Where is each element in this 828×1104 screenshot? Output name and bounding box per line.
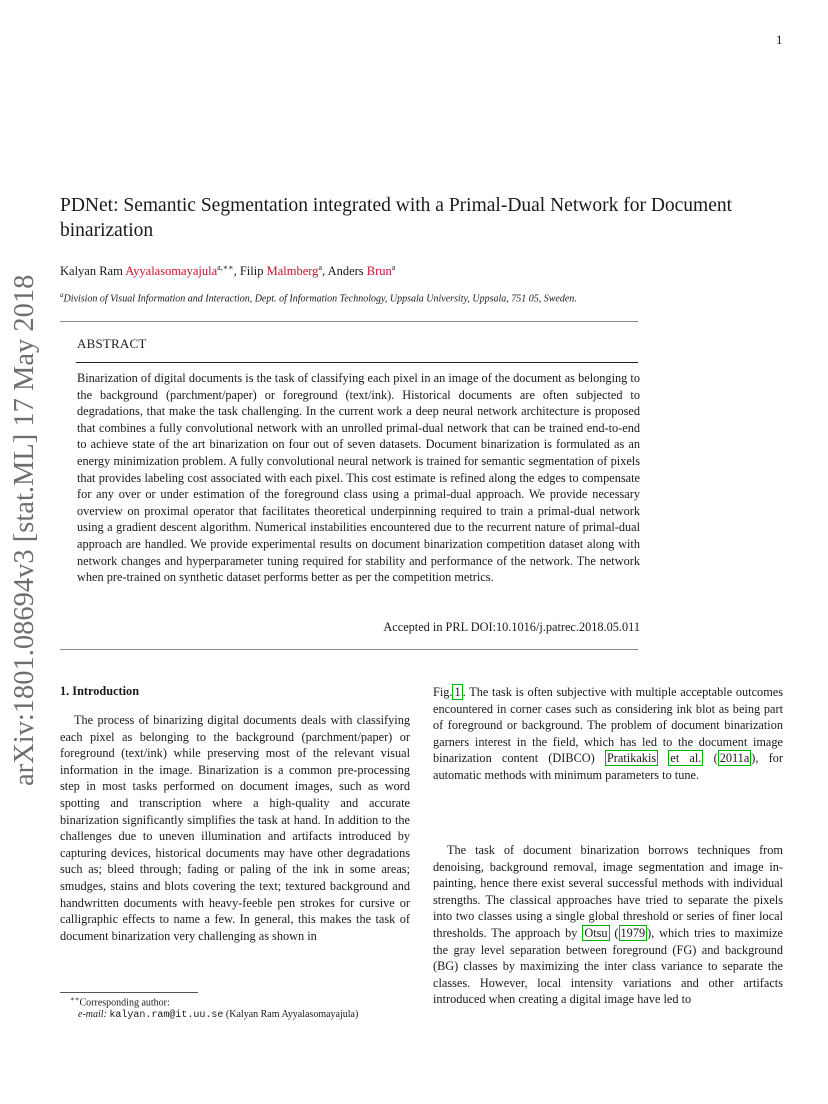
citation-link[interactable]: Pratikakis [606,751,657,766]
author-link[interactable]: Malmberg [266,264,319,279]
author-link[interactable]: Ayyalasomayajula [125,264,218,279]
author-list [60,263,395,279]
intro-paragraph: The process of binarizing digital documents deals with classifying each pixel as belonging to the background (parchment/paper) or foreground (text/ink) while preserving most of the relevant visual information in the image. Binarization is a common pre-processing step in most tasks performed on document images, such as word spotting and transcription where a high-quality and accurate binarization significantly simplifies the task at hand. In addition to the challenges due to uneven illumination and artifacts introduced by capturing devices, historical documents may have other degradations such as; bleed through; fading or paling of the ink in some areas; smudges, stains and blots covering the text; textured background and handwritten documents with heavy-feeble pen strokes for cursive or calligraphic effects to name a few. In general, this makes the task of document binarization very challenging as shown in [60,713,410,943]
divider [76,362,638,363]
intro-paragraph: The task of document binarization borrows techniques from denoising, background removal, image segmentation and image in-painting, hence there exist several successful methods with individual strengths. The classical approaches have tried to separate the pixels into two classes using a single global threshold or series of finer local thresholds. The approach by Otsu ( 1979 ), which tries to maximize the gray level separation between foreground (FG) and background (BG) classes by maximizing the inter class variance to separate the classes. However, local intensity variations and other artifacts introduced when creating a digital image have led to [433,843,784,1007]
divider [60,649,638,650]
citation-link[interactable]: 1979 [620,925,646,940]
intro-paragraph: Fig. 1 . The task is often subjective with multiple acceptable outcomes encountered in corner cases such as considering ink blot as being part of foreground or background. The problem of document binarization garners interest in the field, which has led to the document image binarization content (DIBCO) Pratikakis et al. ( 2011a ), for automatic methods with minimum parameters to tune. [433,685,783,782]
figure-reference-link[interactable]: 1 [454,685,461,699]
author-2: Filip Malmberg$^a$, [239,263,328,279]
section-heading: 1. Introduction [60,684,140,698]
citation-link[interactable]: Otsu [584,925,608,940]
footnote-email: e-mail: kalyan.ram@it.uu.se (Kalyan Ram Ayyalasomayajula) [78,1009,359,1021]
footnote-rule [60,992,198,993]
abstract-body: Binarization of digital documents is the task of classifying each pixel in an image of the document as belonging to the background (parchment/paper) or foreground (text/ink). Historical documents are often subjected to degradations, that make the task challenging. In the current work a deep neural network architecture is proposed that combines a fully convolutional network with an unrolled primal-dual network that can be trained end-to-end to achieve state of the art binarization on four out of seven datasets. Document binarization is formulated as an energy minimization problem. A fully convolutional neural network is trained for semantic segmentation of pixels that provides labeling cost associated with each pixel. This cost estimate is refined along the edges to compensate for any over or under estimation of the foreground class using a primal-dual approach. We provide necessary overview on proximal operator that facilitates theoretical underpinning required to train a primal-dual network using a gradient descent algorithm. Numerical instabilities encountered due to the recurrent nature of primal-dual approach are handled. We provide experimental results on document binarization competition dataset along with network changes and hyperparameter tuning required for stability and performance of the network. The network when pre-trained on synthetic dataset performs better as per the competition metrics. [77,371,640,585]
paper-title: PDNet: Semantic Segmentation integrated with a Primal-Dual Network for Document binarization [60,195,733,241]
accepted-note: Accepted in PRL DOI:10.1016/j.patrec.2018.05.011 [383,620,640,634]
author-link[interactable]: Brun [366,264,392,279]
affiliation: $^a$Division of Visual Information and Interaction, Dept. of Information Technology, Uppsala University, Uppsala, 751 05, Sweden. [60,291,577,305]
author-3: Anders Brun$^a$ [327,263,396,279]
divider [60,321,638,322]
page-number: 1 [776,32,783,47]
footnote: ∗∗Corresponding author: [70,995,170,1009]
citation-link[interactable]: 2011a [719,751,750,766]
citation-link[interactable]: et al. [670,751,702,766]
arxiv-banner: arXiv:1801.08694v3 [stat.ML] 17 May 2018 [9,274,40,786]
abstract-heading: ABSTRACT [77,336,147,351]
email-address[interactable]: kalyan.ram@it.uu.se [109,1010,224,1021]
author-1: Kalyan Ram Ayyalasomayajula$^{a,∗∗}$, [60,263,240,279]
